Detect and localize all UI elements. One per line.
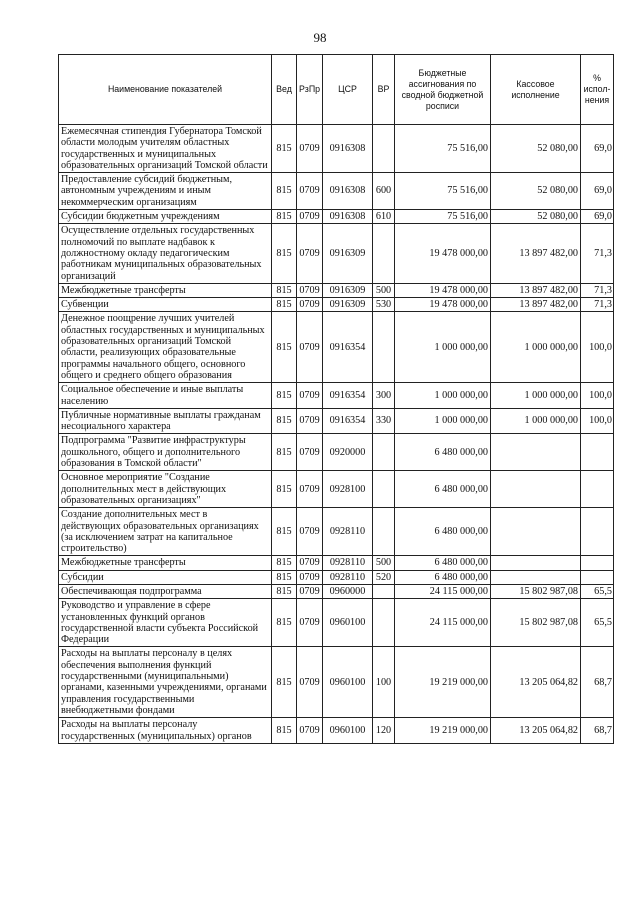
budget-execution-table bbox=[58, 54, 614, 744]
cell-vr bbox=[373, 125, 395, 173]
cell-vr: 500 bbox=[373, 283, 395, 297]
cell-vr bbox=[373, 471, 395, 508]
cell-rzpr: 0709 bbox=[297, 312, 323, 383]
cell-percent bbox=[581, 434, 614, 471]
cell-ved: 815 bbox=[272, 408, 297, 434]
cell-vr: 120 bbox=[373, 718, 395, 744]
cell-csr: 0916354 bbox=[323, 383, 373, 409]
cell-csr: 0928110 bbox=[323, 508, 373, 556]
cell-ved: 815 bbox=[272, 556, 297, 570]
cell-cash: 13 897 482,00 bbox=[491, 283, 581, 297]
cell-csr: 0916308 bbox=[323, 210, 373, 224]
table-row bbox=[59, 584, 614, 598]
cell-rzpr: 0709 bbox=[297, 570, 323, 584]
cell-budget: 19 219 000,00 bbox=[395, 718, 491, 744]
cell-percent: 100,0 bbox=[581, 312, 614, 383]
cell-budget: 75 516,00 bbox=[395, 210, 491, 224]
cell-budget: 6 480 000,00 bbox=[395, 434, 491, 471]
cell-vr bbox=[373, 584, 395, 598]
cell-name: Основное мероприятие "Создание дополнительных мест в действующих образовательных организациях" bbox=[59, 471, 272, 508]
cell-budget: 19 478 000,00 bbox=[395, 298, 491, 312]
cell-cash: 52 080,00 bbox=[491, 125, 581, 173]
cell-budget: 24 115 000,00 bbox=[395, 599, 491, 647]
cell-cash bbox=[491, 471, 581, 508]
cell-csr: 0916354 bbox=[323, 312, 373, 383]
cell-percent: 100,0 bbox=[581, 383, 614, 409]
page-number: 98 bbox=[313, 30, 327, 45]
cell-name: Обеспечивающая подпрограмма bbox=[59, 584, 272, 598]
cell-vr: 600 bbox=[373, 173, 395, 210]
cell-csr: 0928110 bbox=[323, 570, 373, 584]
cell-rzpr: 0709 bbox=[297, 224, 323, 283]
table-row bbox=[59, 173, 614, 210]
cell-cash bbox=[491, 556, 581, 570]
cell-name: Публичные нормативные выплаты гражданам несоциального характера bbox=[59, 408, 272, 434]
cell-budget: 19 478 000,00 bbox=[395, 224, 491, 283]
header-ved: Вед bbox=[272, 55, 297, 125]
table-body bbox=[59, 125, 614, 744]
cell-vr bbox=[373, 434, 395, 471]
header-cash: Кассовое исполнение bbox=[491, 55, 581, 125]
cell-percent: 69,0 bbox=[581, 125, 614, 173]
table-row bbox=[59, 383, 614, 409]
cell-vr: 100 bbox=[373, 647, 395, 718]
cell-rzpr: 0709 bbox=[297, 471, 323, 508]
cell-ved: 815 bbox=[272, 224, 297, 283]
table-row bbox=[59, 283, 614, 297]
cell-cash: 52 080,00 bbox=[491, 173, 581, 210]
cell-vr bbox=[373, 312, 395, 383]
cell-name: Расходы на выплаты персоналу государственных (муниципальных) органов bbox=[59, 718, 272, 744]
cell-budget: 6 480 000,00 bbox=[395, 570, 491, 584]
cell-percent: 71,3 bbox=[581, 298, 614, 312]
cell-percent bbox=[581, 508, 614, 556]
cell-budget: 1 000 000,00 bbox=[395, 408, 491, 434]
cell-percent: 69,0 bbox=[581, 210, 614, 224]
cell-ved: 815 bbox=[272, 125, 297, 173]
table-row bbox=[59, 125, 614, 173]
cell-budget: 24 115 000,00 bbox=[395, 584, 491, 598]
cell-percent bbox=[581, 556, 614, 570]
header-budget: Бюджетные ассигнования по сводной бюджетной росписи bbox=[395, 55, 491, 125]
cell-budget: 19 219 000,00 bbox=[395, 647, 491, 718]
table-row bbox=[59, 471, 614, 508]
cell-vr bbox=[373, 599, 395, 647]
cell-csr: 0916308 bbox=[323, 173, 373, 210]
cell-ved: 815 bbox=[272, 599, 297, 647]
cell-name: Субсидии bbox=[59, 570, 272, 584]
cell-csr: 0928110 bbox=[323, 556, 373, 570]
cell-cash: 15 802 987,08 bbox=[491, 599, 581, 647]
cell-name: Межбюджетные трансферты bbox=[59, 283, 272, 297]
table-row bbox=[59, 312, 614, 383]
cell-rzpr: 0709 bbox=[297, 283, 323, 297]
table-row bbox=[59, 434, 614, 471]
cell-percent: 69,0 bbox=[581, 173, 614, 210]
table-row bbox=[59, 570, 614, 584]
cell-percent: 65,5 bbox=[581, 584, 614, 598]
cell-ved: 815 bbox=[272, 471, 297, 508]
cell-cash: 15 802 987,08 bbox=[491, 584, 581, 598]
cell-csr: 0960100 bbox=[323, 718, 373, 744]
cell-cash bbox=[491, 508, 581, 556]
cell-budget: 19 478 000,00 bbox=[395, 283, 491, 297]
cell-ved: 815 bbox=[272, 584, 297, 598]
cell-percent: 71,3 bbox=[581, 283, 614, 297]
cell-rzpr: 0709 bbox=[297, 408, 323, 434]
cell-cash: 1 000 000,00 bbox=[491, 383, 581, 409]
table-row bbox=[59, 210, 614, 224]
table-row bbox=[59, 408, 614, 434]
header-vr: ВР bbox=[373, 55, 395, 125]
cell-cash: 13 897 482,00 bbox=[491, 298, 581, 312]
cell-ved: 815 bbox=[272, 570, 297, 584]
cell-ved: 815 bbox=[272, 647, 297, 718]
cell-cash: 1 000 000,00 bbox=[491, 408, 581, 434]
cell-ved: 815 bbox=[272, 298, 297, 312]
cell-percent: 71,3 bbox=[581, 224, 614, 283]
cell-ved: 815 bbox=[272, 283, 297, 297]
header-percent: % испол-нения bbox=[581, 55, 614, 125]
cell-csr: 0916309 bbox=[323, 298, 373, 312]
cell-ved: 815 bbox=[272, 312, 297, 383]
cell-name: Осуществление отдельных государственных полномочий по выплате надбавок к должностному окладу педагогическим работникам муниципальных образовательных организаций bbox=[59, 224, 272, 283]
table-header-row bbox=[59, 55, 614, 125]
cell-vr: 530 bbox=[373, 298, 395, 312]
cell-budget: 1 000 000,00 bbox=[395, 312, 491, 383]
cell-csr: 0960100 bbox=[323, 599, 373, 647]
cell-vr: 300 bbox=[373, 383, 395, 409]
cell-vr bbox=[373, 508, 395, 556]
cell-cash: 13 205 064,82 bbox=[491, 718, 581, 744]
table-row bbox=[59, 224, 614, 283]
cell-vr: 610 bbox=[373, 210, 395, 224]
cell-rzpr: 0709 bbox=[297, 718, 323, 744]
cell-rzpr: 0709 bbox=[297, 210, 323, 224]
cell-ved: 815 bbox=[272, 210, 297, 224]
cell-vr: 330 bbox=[373, 408, 395, 434]
cell-percent: 100,0 bbox=[581, 408, 614, 434]
cell-rzpr: 0709 bbox=[297, 599, 323, 647]
cell-ved: 815 bbox=[272, 718, 297, 744]
table-row bbox=[59, 556, 614, 570]
cell-name: Субвенции bbox=[59, 298, 272, 312]
cell-name: Расходы на выплаты персоналу в целях обеспечения выполнения функций государственными (муниципальными) органами, казенными учреждениями, органами управления государственными внебюджетными фондами bbox=[59, 647, 272, 718]
cell-rzpr: 0709 bbox=[297, 647, 323, 718]
cell-rzpr: 0709 bbox=[297, 584, 323, 598]
cell-budget: 1 000 000,00 bbox=[395, 383, 491, 409]
cell-budget: 6 480 000,00 bbox=[395, 556, 491, 570]
cell-vr: 500 bbox=[373, 556, 395, 570]
cell-percent: 68,7 bbox=[581, 718, 614, 744]
cell-csr: 0916354 bbox=[323, 408, 373, 434]
cell-ved: 815 bbox=[272, 383, 297, 409]
cell-name: Социальное обеспечение и иные выплаты населению bbox=[59, 383, 272, 409]
cell-cash: 1 000 000,00 bbox=[491, 312, 581, 383]
cell-csr: 0928100 bbox=[323, 471, 373, 508]
cell-cash: 13 205 064,82 bbox=[491, 647, 581, 718]
cell-rzpr: 0709 bbox=[297, 508, 323, 556]
cell-csr: 0960100 bbox=[323, 647, 373, 718]
cell-rzpr: 0709 bbox=[297, 125, 323, 173]
header-rzpr: РзПр bbox=[297, 55, 323, 125]
header-csr: ЦСР bbox=[323, 55, 373, 125]
cell-name: Денежное поощрение лучших учителей областных государственных и муниципальных образовательных организаций Томской области, реализующих образовательные программы начального общего, основного общего и среднего общего образования bbox=[59, 312, 272, 383]
cell-rzpr: 0709 bbox=[297, 556, 323, 570]
cell-name: Руководство и управление в сфере установленных функций органов государственной власти субъекта Российской Федерации bbox=[59, 599, 272, 647]
cell-rzpr: 0709 bbox=[297, 173, 323, 210]
header-name: Наименование показателей bbox=[59, 55, 272, 125]
cell-csr: 0916308 bbox=[323, 125, 373, 173]
cell-percent bbox=[581, 570, 614, 584]
cell-budget: 75 516,00 bbox=[395, 125, 491, 173]
cell-csr: 0960000 bbox=[323, 584, 373, 598]
cell-csr: 0916309 bbox=[323, 283, 373, 297]
cell-percent: 68,7 bbox=[581, 647, 614, 718]
cell-name: Субсидии бюджетным учреждениям bbox=[59, 210, 272, 224]
cell-cash: 52 080,00 bbox=[491, 210, 581, 224]
cell-csr: 0920000 bbox=[323, 434, 373, 471]
cell-cash bbox=[491, 434, 581, 471]
cell-percent bbox=[581, 471, 614, 508]
cell-ved: 815 bbox=[272, 508, 297, 556]
table-row bbox=[59, 718, 614, 744]
cell-name: Ежемесячная стипендия Губернатора Томской области молодым учителям областных государственных и муниципальных образовательных организаций Томской области bbox=[59, 125, 272, 173]
cell-name: Создание дополнительных мест в действующих образовательных организациях (за исключением затрат на капитальное строительство) bbox=[59, 508, 272, 556]
table-row bbox=[59, 508, 614, 556]
cell-ved: 815 bbox=[272, 173, 297, 210]
cell-rzpr: 0709 bbox=[297, 383, 323, 409]
cell-rzpr: 0709 bbox=[297, 298, 323, 312]
cell-csr: 0916309 bbox=[323, 224, 373, 283]
table-row bbox=[59, 599, 614, 647]
cell-budget: 6 480 000,00 bbox=[395, 471, 491, 508]
cell-budget: 6 480 000,00 bbox=[395, 508, 491, 556]
table-row bbox=[59, 298, 614, 312]
cell-budget: 75 516,00 bbox=[395, 173, 491, 210]
cell-name: Подпрограмма "Развитие инфраструктуры дошкольного, общего и дополнительного образования в Томской области" bbox=[59, 434, 272, 471]
cell-vr bbox=[373, 224, 395, 283]
cell-percent: 65,5 bbox=[581, 599, 614, 647]
table-row bbox=[59, 647, 614, 718]
cell-name: Межбюджетные трансферты bbox=[59, 556, 272, 570]
cell-rzpr: 0709 bbox=[297, 434, 323, 471]
cell-cash bbox=[491, 570, 581, 584]
cell-name: Предоставление субсидий бюджетным, автономным учреждениям и иным некоммерческим организациям bbox=[59, 173, 272, 210]
cell-cash: 13 897 482,00 bbox=[491, 224, 581, 283]
cell-ved: 815 bbox=[272, 434, 297, 471]
cell-vr: 520 bbox=[373, 570, 395, 584]
